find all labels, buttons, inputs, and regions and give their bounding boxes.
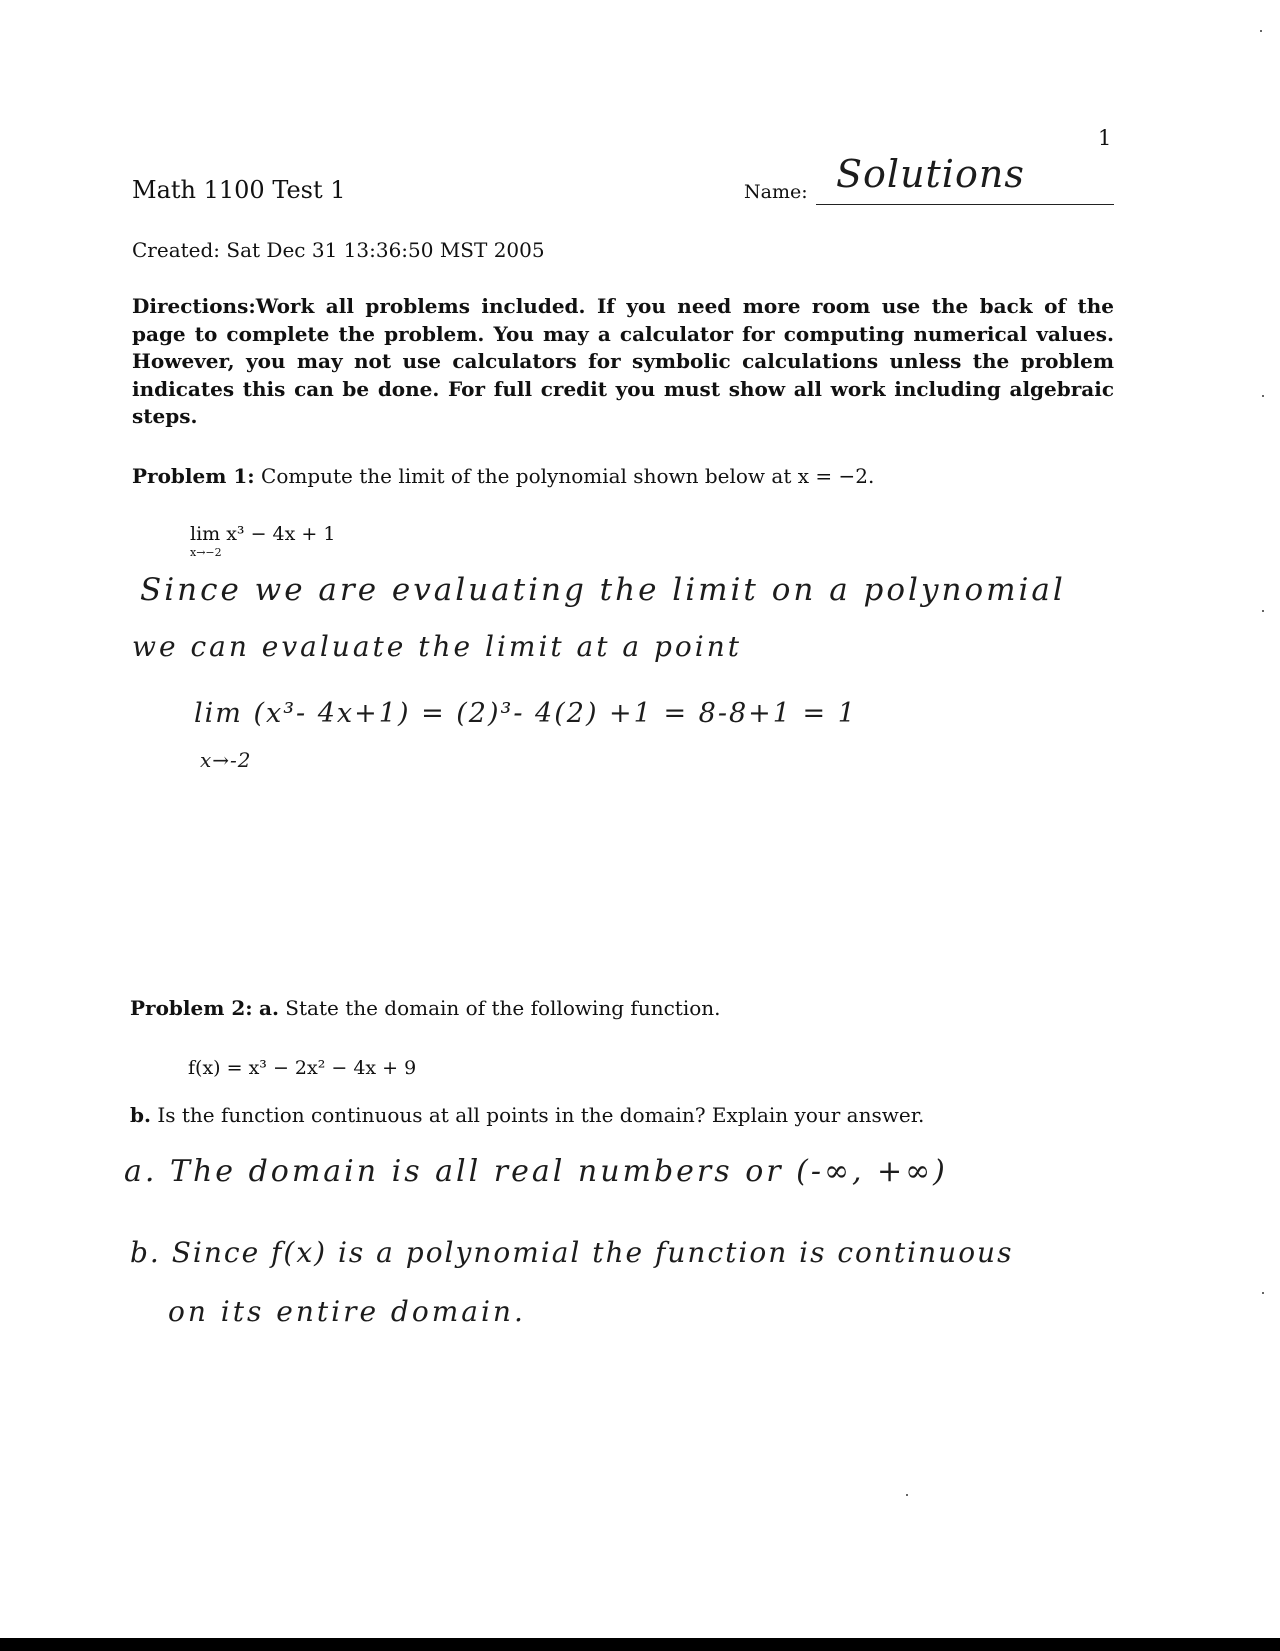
scan-speck [906,1494,908,1496]
scan-speck [1262,395,1264,397]
problem1-text: Compute the limit of the polynomial shown below at x = −2. [261,464,875,488]
problem2-handwritten-line2: b. Since f(x) is a polynomial the function is continuous [130,1236,1014,1269]
problem2-label: Problem 2: [130,996,253,1020]
created-timestamp: Created: Sat Dec 31 13:36:50 MST 2005 [132,238,545,262]
problem2-part-b [130,1103,924,1127]
directions-paragraph [132,293,1114,431]
name-underline [816,204,1114,205]
problem2-part-a-label: a. [259,996,279,1020]
problem1-heading [132,464,874,488]
problem2-part-b-label: b. [130,1103,151,1127]
name-value-handwritten: Solutions [836,152,1025,196]
scan-speck [1262,1292,1264,1294]
problem1-handwritten-line2: we can evaluate the limit at a point [132,630,743,663]
problem1-handwritten-line3: lim (x³- 4x+1) = (2)³- 4(2) +1 = 8-8+1 = 1 [194,698,857,729]
problem2-heading [130,996,721,1020]
name-label: Name: [744,181,808,203]
scan-speck [1260,30,1262,32]
problem2-handwritten-line3: on its entire domain. [168,1295,526,1328]
scan-speck [1262,610,1264,612]
problem1-expression-subscript: x→−2 [190,546,222,559]
page-number: 1 [1098,126,1112,150]
problem2-handwritten-line1: a. The domain is all real numbers or (-∞, +∞) [124,1154,948,1189]
scan-bottom-edge [0,1638,1280,1651]
problem2-part-b-text: Is the function continuous at all points in the domain? Explain your answer. [157,1103,925,1127]
problem2-function: f(x) = x³ − 2x² − 4x + 9 [188,1057,417,1079]
problem1-handwritten-line1: Since we are evaluating the limit on a polynomial [140,572,1066,608]
problem1-label: Problem 1: [132,464,255,488]
problem2-part-a-text: State the domain of the following function. [285,996,721,1020]
test-title: Math 1100 Test 1 [132,176,346,204]
problem1-handwritten-line4: x→-2 [200,748,252,772]
directions-label: Directions: [132,294,256,318]
directions-text: Work all problems included. If you need more room use the back of the page to complete the problem. You may a calculator for computing numerical values. However, you may not use calculators for symbolic calculations unless the problem indicates this can be done. For full credit you must show all work including algebraic steps. [132,294,1114,428]
problem1-expression: lim x³ − 4x + 1 [190,523,336,545]
